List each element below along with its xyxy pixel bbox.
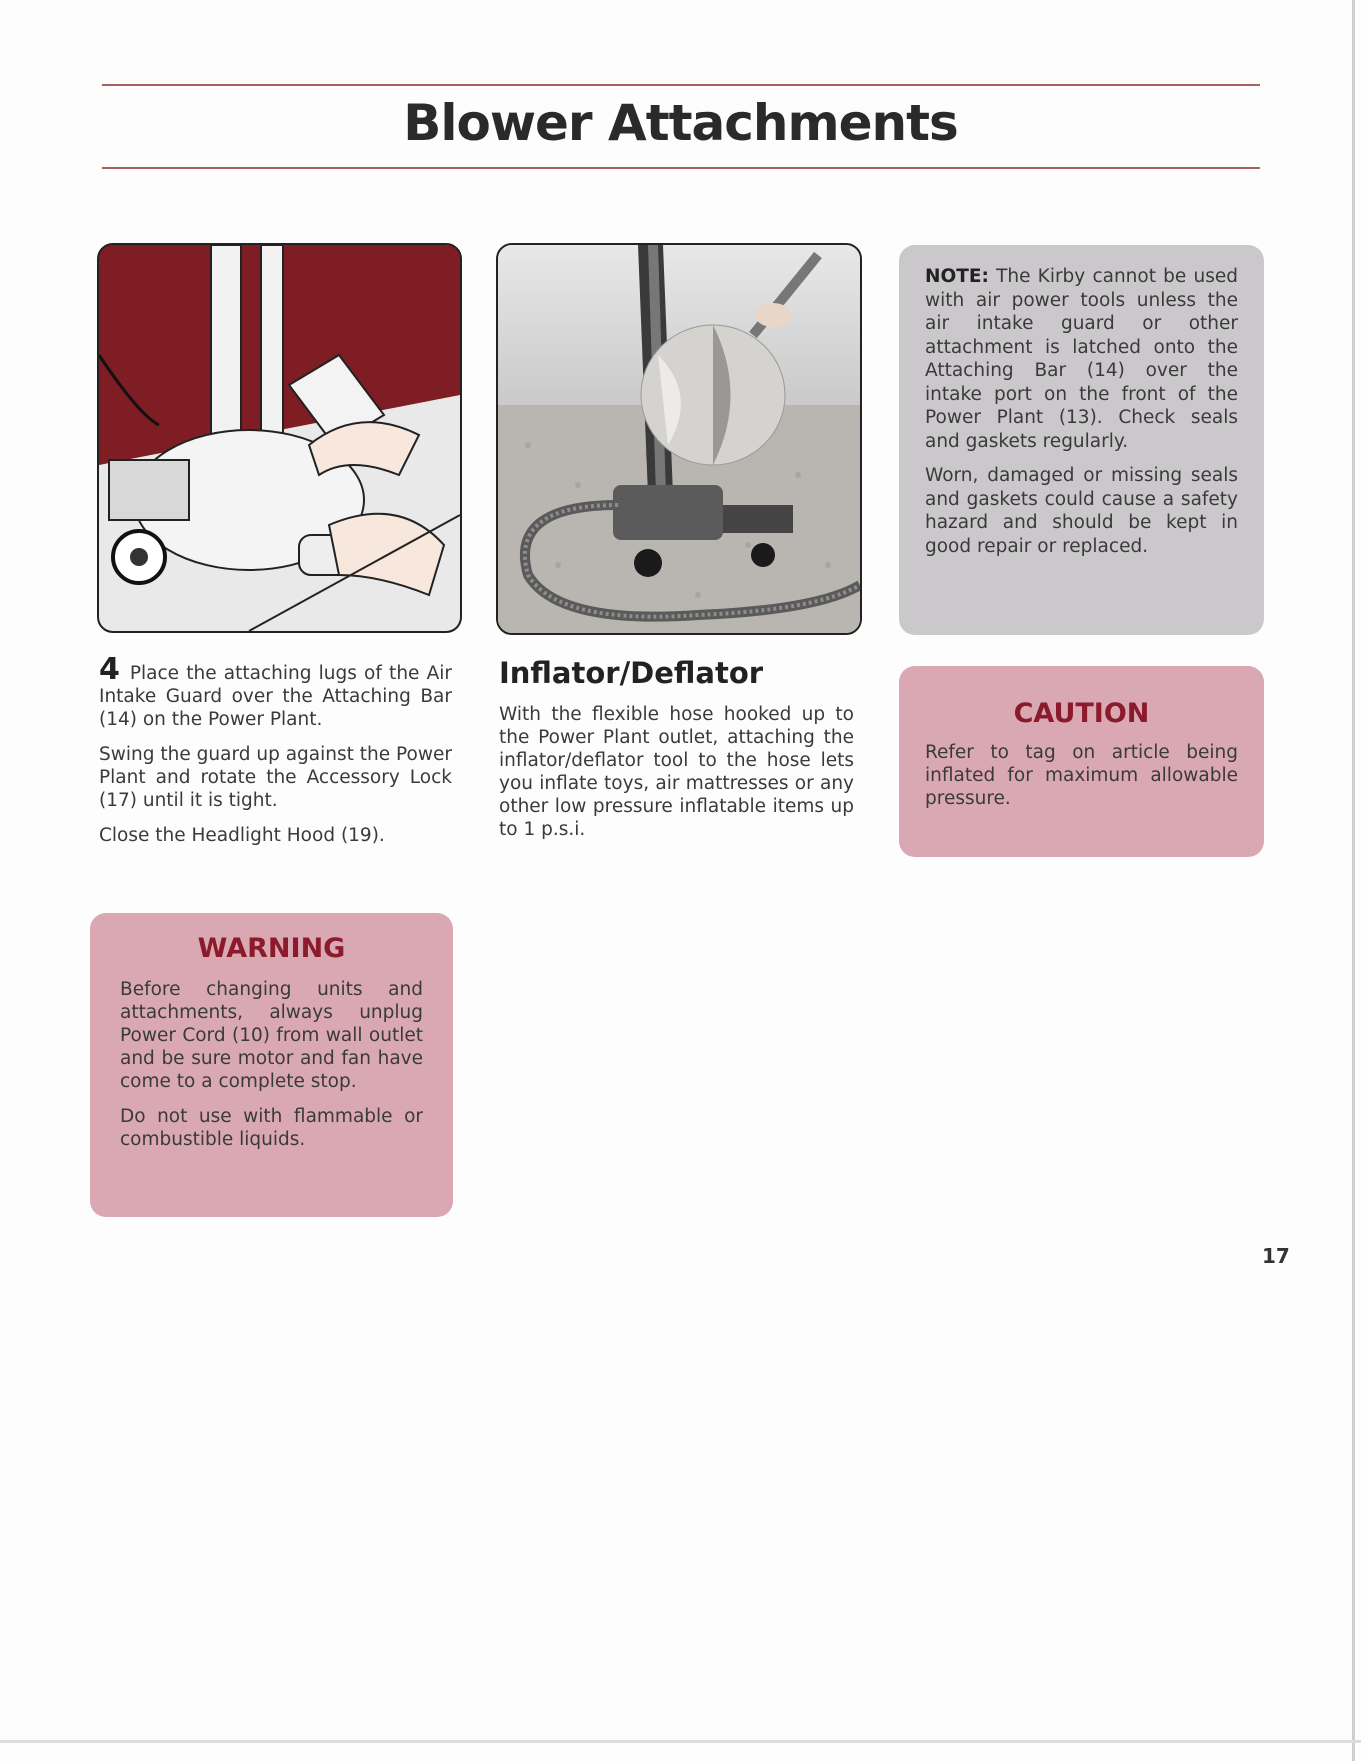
inflator-beach-ball-photo bbox=[496, 243, 862, 635]
top-rule bbox=[102, 84, 1260, 86]
step-4-para2: Swing the guard up against the Power Plant and rotate the Accessory Lock (17) until it is tight. bbox=[99, 744, 452, 811]
caution-heading: CAUTION bbox=[1013, 698, 1150, 729]
note-para1: The Kirby cannot be used with air power tools unless the air intake guard or other attachment is latched onto the Attaching Bar (14) over the intake port on the front of the Power Plant (13). Check seals and gaskets regularly. bbox=[925, 266, 1238, 452]
bottom-rule bbox=[102, 167, 1260, 169]
note-para1-container bbox=[925, 265, 1238, 453]
step-4-text bbox=[99, 652, 452, 859]
page-title: Blower Attachments bbox=[403, 94, 958, 152]
inflator-deflator-text bbox=[499, 703, 854, 853]
warning-para1: Before changing units and attachments, always unplug Power Cord (10) from wall outlet and be sure motor and fan have come to a complete stop. bbox=[120, 979, 423, 1092]
air-intake-guard-illustration bbox=[97, 243, 462, 633]
step-number: 4 bbox=[99, 652, 120, 687]
caution-para1: Refer to tag on article being inflated for maximum allowable pressure. bbox=[925, 742, 1238, 809]
warning-heading: WARNING bbox=[197, 933, 346, 964]
note-para2: Worn, damaged or missing seals and gaskets could cause a safety hazard and should be kept in good repair or replaced. bbox=[925, 465, 1238, 557]
note-label: NOTE: bbox=[925, 266, 989, 287]
inflator-para1: With the flexible hose hooked up to the Power Plant outlet, attaching the inflator/deflator tool to the hose lets you inflate toys, air mattresses or any other low pressure inflatable items up to 1 p.s.i. bbox=[499, 704, 854, 840]
warning-para2: Do not use with flammable or combustible liquids. bbox=[120, 1106, 423, 1150]
step-4-para3: Close the Headlight Hood (19). bbox=[99, 825, 385, 846]
warning-box bbox=[90, 913, 453, 1217]
step-4-para1: Place the attaching lugs of the Air Intake Guard over the Attaching Bar (14) on the Power Plant. bbox=[99, 663, 452, 730]
note-box bbox=[899, 245, 1264, 635]
page-edge-right bbox=[1352, 0, 1355, 1761]
caution-box bbox=[899, 666, 1264, 857]
page-edge-bottom bbox=[0, 1740, 1361, 1743]
step-4-paragraph bbox=[99, 652, 452, 731]
inflator-deflator-heading: Inflator/Deflator bbox=[499, 656, 764, 690]
page-number: 17 bbox=[1262, 1244, 1290, 1268]
